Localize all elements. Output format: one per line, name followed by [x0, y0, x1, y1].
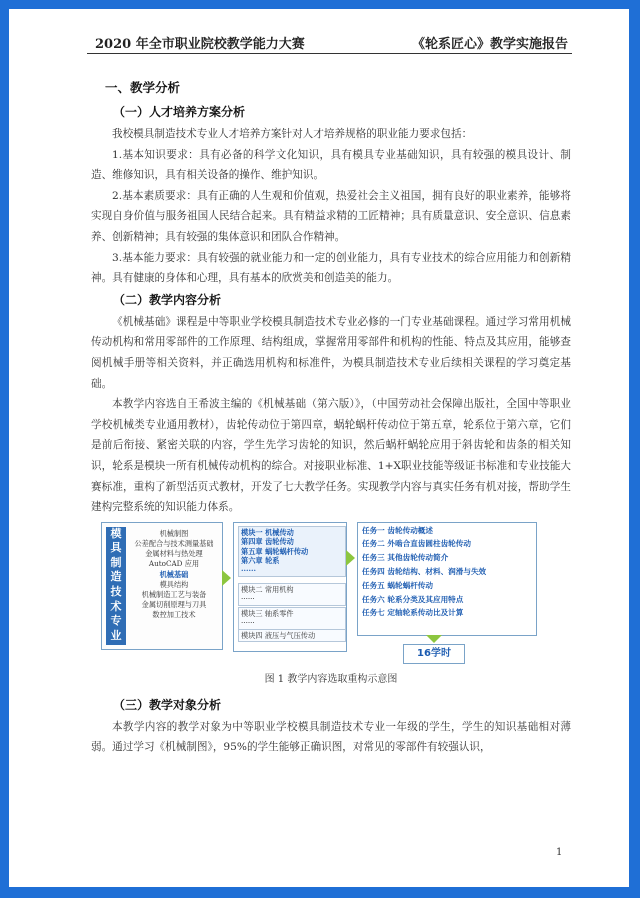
paragraph: 1.基本知识要求：具有必备的科学文化知识，具有模具专业基础知识，具有较强的模具设计、制造、维修知识，具有相关设备的操作、维护知识。: [91, 148, 571, 182]
paragraph: 《机械基础》课程是中等职业学校模具制造技术专业必修的一门专业基础课程。通过学习常用机械传动机构和常用零部件的工作原理、结构组成，掌握常用零部件和机构的性能、特点及其应用，能够查阅机械手册等相关资料，并正确选用机构和标准件，为模具制造技术专业后续相关课程的学习奠定基础。: [91, 315, 571, 390]
task-item: 任务七 定轴轮系传动比及计算: [362, 608, 464, 618]
paragraph: 我校模具制造技术专业人才培养方案针对人才培养规格的职业能力要求包括：: [112, 128, 473, 140]
paragraph: 本教学内容的教学对象为中等职业学校模具制造技术专业一年级的学生，学生的知识基础相对薄弱。通过学习《机械制图》，95%的学生能够正确识图，对常见的零部件有较强认识，: [91, 720, 571, 754]
course-item: AutoCAD 应用: [148, 559, 200, 569]
major-courses-box: [101, 522, 223, 650]
page-header: [87, 27, 572, 54]
subsection-heading-1: （一）人才培养方案分析: [113, 105, 246, 119]
content-restructure-figure: [101, 522, 537, 672]
module-title: 模块一 机械传动: [241, 527, 294, 537]
paragraph: 3.基本能力要求：具有较强的就业能力和一定的创业能力，具有专业技术的综合应用能力和创新精神。具有健康的身体和心理，具有基本的欣赏美和创造美的能力。: [91, 251, 571, 285]
task-item: 任务四 齿轮结构、材料、润滑与失效: [362, 567, 487, 577]
course-item-highlight: 机械基础: [159, 569, 189, 579]
course-list: [129, 529, 219, 621]
figure-caption: 图 1 教学内容选取重构示意图: [264, 673, 398, 685]
task-item: 任务一 齿轮传动概述: [362, 525, 433, 535]
module-1: [238, 526, 346, 578]
arrow-right-icon: [222, 570, 231, 586]
task-item: 任务六 轮系分类及其应用特点: [362, 594, 464, 604]
header-report-title: 《轮系匠心》教学实施报告: [411, 37, 568, 52]
course-item: 数控加工技术: [152, 610, 196, 620]
module-row: ······: [241, 565, 257, 575]
major-label: 模具制造技术专业: [106, 527, 126, 645]
section-heading: 一、教学分析: [105, 80, 181, 95]
course-item: 公差配合与技术测量基础: [134, 538, 214, 548]
module-more: ······: [241, 618, 255, 628]
header-contest-title: 2020 年全市职业院校教学能力大赛: [95, 37, 305, 52]
course-item: 金属材料与热处理: [145, 549, 203, 559]
task-item: 任务二 外啮合直齿圆柱齿轮传动: [362, 539, 471, 549]
paragraph: 2.基本素质要求：具有正确的人生观和价值观，热爱社会主义祖国，拥有良好的职业素养，能够将实现自身价值与服务祖国人民结合起来。具有精益求精的工匠精神；具有质量意识、安全意识、信息素养、创新精神；具有较强的集体意识和团队合作精神。: [91, 189, 571, 243]
course-item: 金属切削原理与刀具: [141, 600, 207, 610]
course-item: 机械制造工艺与装备: [141, 589, 207, 599]
module-more: ······: [241, 594, 255, 604]
hours-badge: 16学时: [403, 644, 465, 664]
tasks-box: [357, 522, 537, 636]
module-4: [238, 629, 346, 643]
module-title: 模块四 液压与气压传动: [241, 630, 316, 640]
module-2: [238, 583, 346, 606]
subsection-heading-3: （三）教学对象分析: [113, 697, 222, 712]
task-item: 任务五 蜗轮蜗杆传动: [362, 580, 433, 590]
module-row: 第六章 轮系: [241, 556, 280, 566]
document-page: [9, 9, 629, 887]
subsection-heading-2: （二）教学内容分析: [113, 292, 222, 307]
module-3: [238, 607, 346, 630]
module-title: 模块三 轴系零件: [241, 608, 294, 618]
page-content: [91, 77, 571, 758]
module-row: 第五章 蜗轮蜗杆传动: [241, 546, 309, 556]
module-title: 模块二 常用机构: [241, 584, 294, 594]
paragraph: 本教学内容选自王希波主编的《机械基础（第六版）》，（中国劳动社会保障出版社，全国中等职业学校机械类专业通用教材），齿轮传动位于第四章，蜗轮蜗杆传动位于第五章，轮系位于第六章，它们是前后衔接、紧密关联的内容，学生先学习齿轮的知识，然后蜗杆蜗轮应用于斜齿轮和齿条的相关知识，轮系是模块一所有机械传动机构的综合。对接职业标准、1+X职业技能等级证书标准和专业技能大赛标准，重构了新型活页式教材，开发了七大教学任务。实现教学内容与真实任务有机对接，帮助学生建构完整系统的知识能力体系。: [91, 398, 571, 514]
module-row: 第四章 齿轮传动: [241, 537, 294, 547]
course-item: 机械制图: [159, 528, 189, 538]
course-item: 模具结构: [159, 579, 189, 589]
arrow-down-icon: [426, 635, 442, 643]
modules-box: [233, 522, 347, 652]
arrow-right-icon: [346, 550, 355, 566]
page-number: 1: [556, 847, 563, 858]
task-item: 任务三 其他齿轮传动简介: [362, 553, 449, 563]
